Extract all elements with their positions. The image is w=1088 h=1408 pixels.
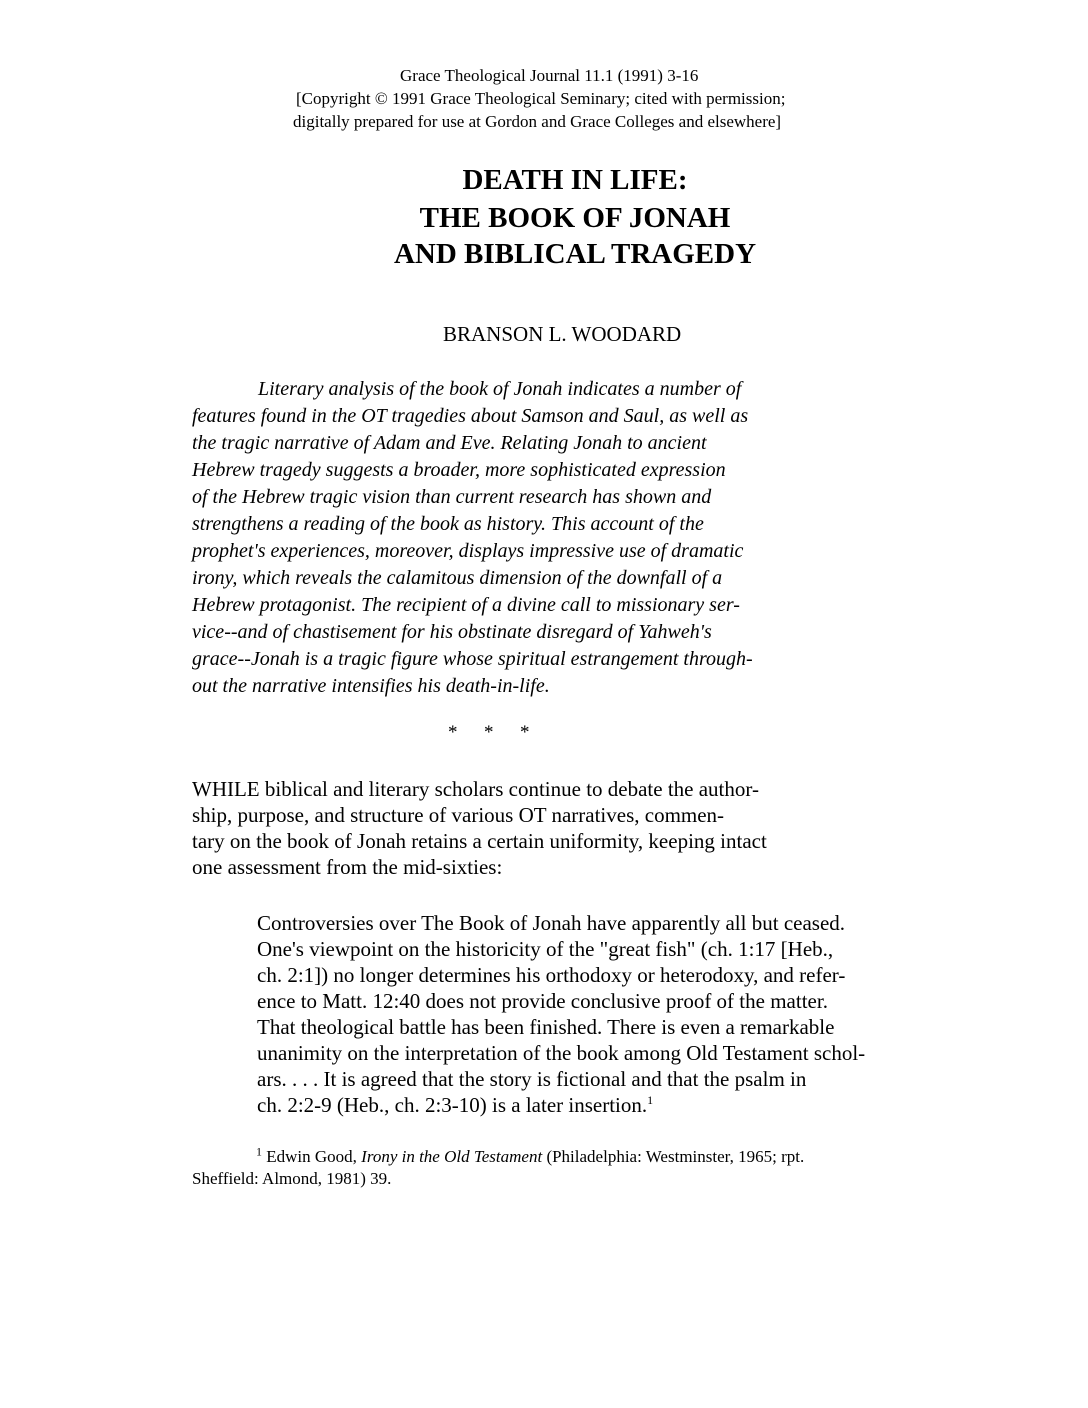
footnote-line-1 bbox=[256, 1146, 804, 1168]
abstract-line: out the narrative intensifies his death-in-life. bbox=[192, 675, 550, 697]
abstract-line: vice--and of chastisement for his obstinate disregard of Yahweh's bbox=[192, 621, 712, 643]
abstract-line: Literary analysis of the book of Jonah indicates a number of bbox=[258, 378, 742, 400]
body-line: one assessment from the mid-sixties: bbox=[192, 855, 503, 879]
quote-line: That theological battle has been finished. There is even a remarkable bbox=[257, 1015, 835, 1039]
body-line: ship, purpose, and structure of various OT narratives, commen- bbox=[192, 803, 725, 827]
title-line-2: THE BOOK OF JONAH bbox=[419, 202, 731, 234]
copyright-notice: [Copyright © 1991 Grace Theological Seminary; cited with permission; bbox=[296, 89, 786, 108]
section-separator bbox=[448, 722, 556, 744]
footnote-reference[interactable]: 1 bbox=[647, 1093, 654, 1107]
abstract-line: grace--Jonah is a tragic figure whose spiritual estrangement through- bbox=[192, 648, 753, 670]
separator-star: * bbox=[448, 722, 458, 743]
footnote-line-2: Sheffield: Almond, 1981) 39. bbox=[192, 1169, 392, 1188]
quote-line-last bbox=[257, 1092, 653, 1118]
abstract-line: features found in the OT tragedies about Samson and Saul, as well as bbox=[192, 405, 749, 427]
footnote-marker: 1 bbox=[256, 1144, 262, 1159]
quote-text: ch. 2:2-9 (Heb., ch. 2:3-10) is a later insertion. bbox=[257, 1093, 648, 1117]
abstract-line: prophet's experiences, moreover, displays impressive use of dramatic bbox=[192, 540, 744, 562]
abstract-line: Hebrew protagonist. The recipient of a divine call to missionary ser- bbox=[192, 594, 740, 616]
title-line-1: DEATH IN LIFE: bbox=[462, 164, 688, 196]
author-name: BRANSON L. WOODARD bbox=[443, 322, 682, 346]
digital-notice: digitally prepared for use at Gordon and Grace Colleges and elsewhere] bbox=[293, 112, 782, 131]
footnote-book-title: Irony in the Old Testament bbox=[361, 1147, 543, 1166]
journal-citation: Grace Theological Journal 11.1 (1991) 3-16 bbox=[400, 66, 699, 85]
quote-line: One's viewpoint on the historicity of the "great fish" (ch. 1:17 [Heb., bbox=[257, 937, 834, 961]
abstract-line: of the Hebrew tragic vision than current research has shown and bbox=[192, 486, 712, 508]
body-line: WHILE biblical and literary scholars continue to debate the author- bbox=[192, 777, 759, 801]
abstract-line: the tragic narrative of Adam and Eve. Relating Jonah to ancient bbox=[192, 432, 707, 454]
abstract-line: irony, which reveals the calamitous dimension of the downfall of a bbox=[192, 567, 723, 589]
title-line-3: AND BIBLICAL TRAGEDY bbox=[393, 238, 757, 270]
quote-line: unanimity on the interpretation of the book among Old Testament schol- bbox=[257, 1041, 866, 1065]
quote-line: Controversies over The Book of Jonah have apparently all but ceased. bbox=[257, 911, 846, 935]
footnote-publication: (Philadelphia: Westminster, 1965; rpt. bbox=[546, 1147, 805, 1166]
separator-star: * bbox=[520, 722, 530, 743]
quote-line: ence to Matt. 12:40 does not provide conclusive proof of the matter. bbox=[257, 989, 828, 1013]
body-line: tary on the book of Jonah retains a certain uniformity, keeping intact bbox=[192, 829, 767, 853]
separator-star: * bbox=[484, 722, 494, 743]
quote-line: ch. 2:1]) no longer determines his orthodoxy or heterodoxy, and refer- bbox=[257, 963, 846, 987]
quote-line: ars. . . . It is agreed that the story is fictional and that the psalm in bbox=[257, 1067, 807, 1091]
footnote-author: Edwin Good, bbox=[266, 1147, 357, 1166]
abstract-line: Hebrew tragedy suggests a broader, more sophisticated expression bbox=[192, 459, 726, 481]
abstract-line: strengthens a reading of the book as history. This account of the bbox=[192, 513, 704, 535]
